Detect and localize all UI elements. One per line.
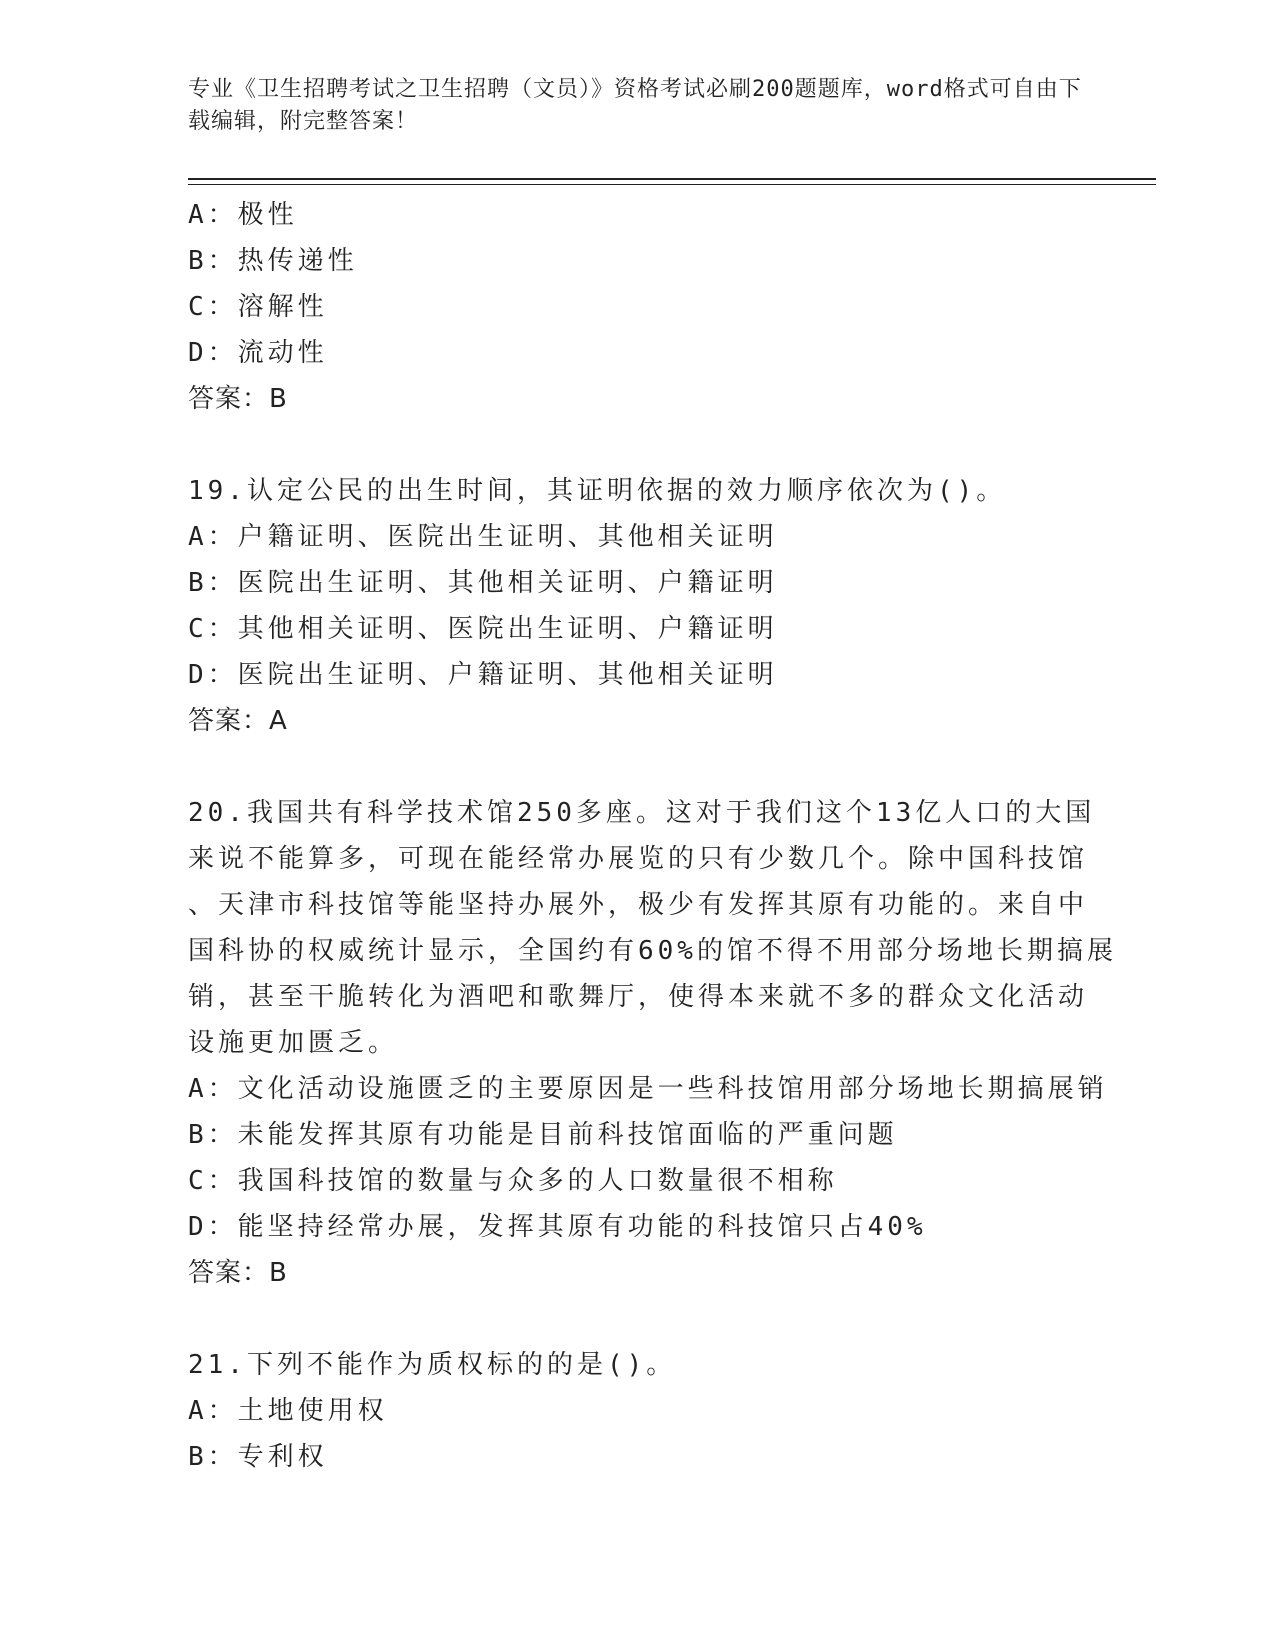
- option-d: D：流动性: [188, 338, 328, 368]
- option-c: C：溶解性: [188, 292, 328, 322]
- question-18-block: [188, 192, 1088, 422]
- option-a: A：土地使用权: [188, 1396, 388, 1426]
- option-a: A：极性: [188, 200, 298, 230]
- option-d: D：能坚持经常办展，发挥其原有功能的科技馆只占40%: [188, 1212, 927, 1242]
- question-stem: 21.下列不能作为质权标的的是()。: [188, 1350, 677, 1380]
- option-d: D：医院出生证明、户籍证明、其他相关证明: [188, 660, 778, 690]
- option-b: B：未能发挥其原有功能是目前科技馆面临的严重问题: [188, 1120, 898, 1150]
- question-21-block: [188, 1342, 1088, 1480]
- document-header: 专业《卫生招聘考试之卫生招聘（文员）》资格考试必刷200题题库，word格式可自由下载编辑，附完整答案！: [188, 77, 1082, 134]
- option-c: C：其他相关证明、医院出生证明、户籍证明: [188, 614, 778, 644]
- spacer: [188, 744, 1088, 790]
- question-19-block: [188, 468, 1088, 744]
- question-stem-line: 设施更加匮乏。: [188, 1028, 399, 1058]
- header-divider: [188, 178, 1156, 180]
- question-stem: 19.认定公民的出生时间，其证明依据的效力顺序依次为()。: [188, 476, 1007, 506]
- question-stem-line: 销，甚至干脆转化为酒吧和歌舞厅，使得本来就不多的群众文化活动: [188, 982, 1089, 1012]
- question-stem-line: 来说不能算多，可现在能经常办展览的只有少数几个。除中国科技馆: [188, 844, 1089, 874]
- answer-line: 答案：B: [188, 384, 288, 414]
- question-stem-line: 国科协的权威统计显示，全国约有60%的馆不得不用部分场地长期搞展: [188, 936, 1117, 966]
- option-b: B：医院出生证明、其他相关证明、户籍证明: [188, 568, 778, 598]
- header-divider-thin: [188, 184, 1156, 185]
- spacer: [188, 422, 1088, 468]
- question-content: [188, 192, 1117, 1480]
- spacer: [188, 1296, 1088, 1342]
- answer-line: 答案：A: [188, 706, 288, 736]
- option-a: A：文化活动设施匮乏的主要原因是一些科技馆用部分场地长期搞展销: [188, 1074, 1108, 1104]
- question-stem-line: 20.我国共有科学技术馆250多座。这对于我们这个13亿人口的大国: [188, 798, 1096, 828]
- option-c: C：我国科技馆的数量与众多的人口数量很不相称: [188, 1166, 838, 1196]
- question-stem-line: 、天津市科技馆等能坚持办展外，极少有发挥其原有功能的。来自中: [188, 890, 1089, 920]
- answer-line: 答案：B: [188, 1258, 288, 1288]
- question-20-block: [188, 790, 1117, 1296]
- option-a: A：户籍证明、医院出生证明、其他相关证明: [188, 522, 778, 552]
- option-b: B：专利权: [188, 1442, 328, 1472]
- option-b: B：热传递性: [188, 246, 358, 276]
